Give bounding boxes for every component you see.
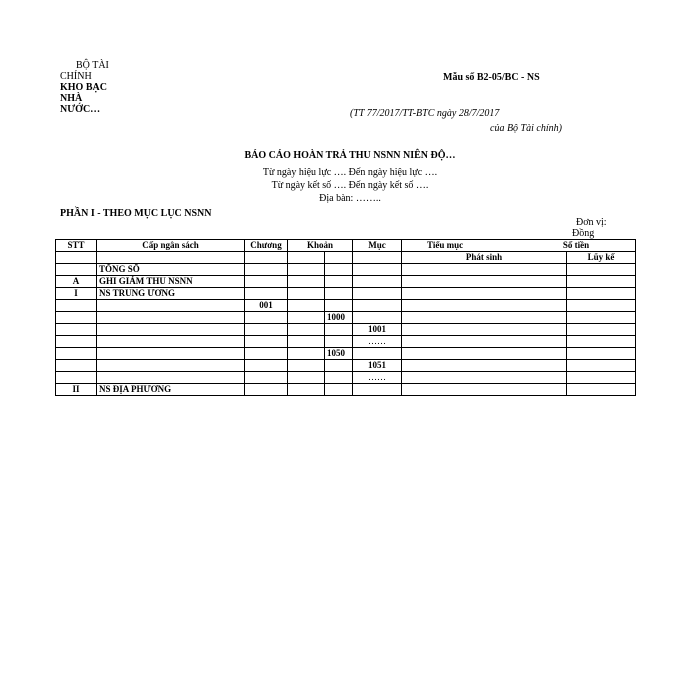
table-row — [56, 324, 636, 336]
cell-muc: 1050 — [325, 348, 353, 360]
table-row — [56, 300, 636, 312]
unit-value: Đồng — [572, 228, 595, 239]
cell-muc: 1000 — [325, 312, 353, 324]
org-line-1: BỘ TÀI — [76, 60, 109, 71]
header-tieu-muc: Tiểu mục — [427, 240, 464, 250]
subheader-phat-sinh: Phát sinh — [402, 252, 567, 264]
cell-chuong: 001 — [245, 300, 288, 312]
header-chuong: Chương — [245, 240, 288, 252]
cell-stt: A — [56, 276, 97, 288]
cell-tieu-muc: 1001 — [353, 324, 402, 336]
header-muc: Mục — [353, 240, 402, 252]
table-header-row — [56, 240, 636, 252]
org-line-4: NHÀ — [60, 93, 83, 104]
org-line-2: CHÍNH — [60, 71, 92, 82]
cell-stt — [56, 264, 97, 276]
closing-date-line: Từ ngày kết số …. Đến ngày kết số …. — [271, 180, 429, 191]
cell-tieu-muc: …… — [353, 336, 402, 348]
cell-stt: I — [56, 288, 97, 300]
header-so-tien: Số tiền — [562, 240, 590, 250]
table-subheader-row — [56, 252, 636, 264]
table-row — [56, 288, 636, 300]
table-row — [56, 372, 636, 384]
table-row — [56, 264, 636, 276]
issuer-reference: của Bộ Tài chính) — [490, 123, 562, 134]
header-so-tien-group — [402, 240, 636, 252]
unit-label: Đơn vị: — [576, 217, 607, 228]
header-stt: STT — [56, 240, 97, 252]
report-table — [55, 239, 636, 396]
report-title: BÁO CÁO HOÀN TRẢ THU NSNN NIÊN ĐỘ… — [244, 150, 456, 161]
header-cap-ngan-sach: Cấp ngân sách — [97, 240, 245, 252]
cell-tieu-muc: 1051 — [353, 360, 402, 372]
cell-cap: NS TRUNG ƯƠNG — [97, 288, 245, 300]
org-line-5: NƯỚC… — [60, 104, 101, 115]
cell-cap: TỔNG SỐ — [97, 264, 245, 276]
table-row — [56, 384, 636, 396]
cell-tieu-muc: …… — [353, 372, 402, 384]
subheader-luy-ke: Lũy kế — [567, 252, 636, 264]
org-line-3: KHO BẠC — [60, 82, 107, 93]
table-row — [56, 336, 636, 348]
cell-stt: II — [56, 384, 97, 396]
cell-cap: GHI GIẢM THU NSNN — [97, 276, 245, 288]
table-row — [56, 276, 636, 288]
table-row — [56, 312, 636, 324]
table-row — [56, 360, 636, 372]
header-khoan: Khoản — [288, 240, 353, 252]
section-title: PHẦN I - THEO MỤC LỤC NSNN — [60, 208, 212, 219]
form-number: Mẫu số B2-05/BC - NS — [443, 72, 540, 83]
effective-date-line: Từ ngày hiệu lực …. Đến ngày hiệu lực …. — [262, 167, 438, 178]
area-line: Địa bàn: …….. — [319, 193, 381, 204]
table-row — [56, 348, 636, 360]
circular-reference: (TT 77/2017/TT-BTC ngày 28/7/2017 — [350, 108, 500, 119]
organization-block — [60, 60, 120, 115]
cell-cap: NS ĐỊA PHƯƠNG — [97, 384, 245, 396]
